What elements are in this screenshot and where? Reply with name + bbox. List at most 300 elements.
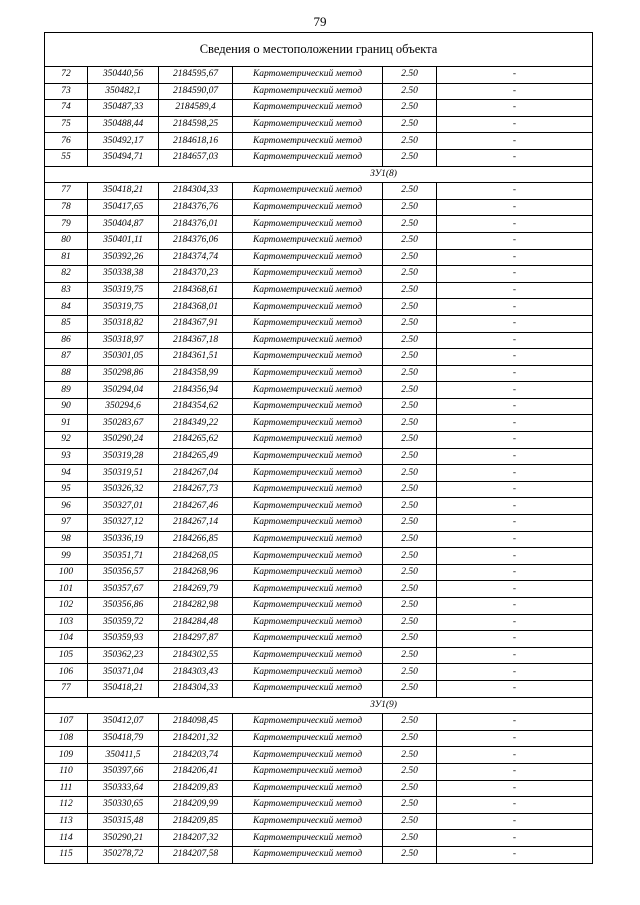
method-cell: Картометрический метод [233, 797, 383, 814]
accuracy-cell: 2.50 [383, 183, 437, 200]
x-coordinate-cell: 350298,86 [88, 365, 159, 382]
method-cell: Картометрический метод [233, 149, 383, 166]
table-row [45, 398, 593, 415]
accuracy-cell: 2.50 [383, 299, 437, 316]
note-cell: - [437, 299, 593, 316]
accuracy-cell: 2.50 [383, 282, 437, 299]
method-cell: Картометрический метод [233, 730, 383, 747]
note-cell: - [437, 780, 593, 797]
accuracy-cell: 2.50 [383, 365, 437, 382]
accuracy-cell: 2.50 [383, 149, 437, 166]
accuracy-cell: 2.50 [383, 714, 437, 731]
method-cell: Картометрический метод [233, 398, 383, 415]
method-cell: Картометрический метод [233, 664, 383, 681]
y-coordinate-cell: 2184282,98 [159, 598, 233, 615]
method-cell: Картометрический метод [233, 415, 383, 432]
note-cell: - [437, 382, 593, 399]
table-row [45, 598, 593, 615]
note-cell: - [437, 797, 593, 814]
y-coordinate-cell: 2184203,74 [159, 747, 233, 764]
method-cell: Картометрический метод [233, 83, 383, 100]
table-row [45, 100, 593, 117]
table-row [45, 614, 593, 631]
accuracy-cell: 2.50 [383, 564, 437, 581]
y-coordinate-cell: 2184367,91 [159, 315, 233, 332]
y-coordinate-cell: 2184590,07 [159, 83, 233, 100]
method-cell: Картометрический метод [233, 564, 383, 581]
method-cell: Картометрический метод [233, 531, 383, 548]
accuracy-cell: 2.50 [383, 664, 437, 681]
note-cell: - [437, 581, 593, 598]
y-coordinate-cell: 2184374,74 [159, 249, 233, 266]
y-coordinate-cell: 2184284,48 [159, 614, 233, 631]
y-coordinate-cell: 2184265,62 [159, 432, 233, 449]
x-coordinate-cell: 350492,17 [88, 133, 159, 150]
table-row [45, 133, 593, 150]
point-number-cell: 98 [45, 531, 88, 548]
note-cell: - [437, 813, 593, 830]
note-cell: - [437, 315, 593, 332]
point-number-cell: 89 [45, 382, 88, 399]
x-coordinate-cell: 350294,04 [88, 382, 159, 399]
y-coordinate-cell: 2184265,49 [159, 448, 233, 465]
note-cell: - [437, 498, 593, 515]
point-number-cell: 88 [45, 365, 88, 382]
note-cell: - [437, 332, 593, 349]
y-coordinate-cell: 2184266,85 [159, 531, 233, 548]
note-cell: - [437, 349, 593, 366]
point-number-cell: 74 [45, 100, 88, 117]
note-cell: - [437, 149, 593, 166]
table-title: Сведения о местоположении границ объекта [45, 33, 593, 67]
note-cell: - [437, 133, 593, 150]
x-coordinate-cell: 350418,79 [88, 730, 159, 747]
note-cell: - [437, 481, 593, 498]
method-cell: Картометрический метод [233, 830, 383, 847]
point-number-cell: 106 [45, 664, 88, 681]
y-coordinate-cell: 2184618,16 [159, 133, 233, 150]
method-cell: Картометрический метод [233, 315, 383, 332]
y-coordinate-cell: 2184358,99 [159, 365, 233, 382]
method-cell: Картометрический метод [233, 763, 383, 780]
x-coordinate-cell: 350487,33 [88, 100, 159, 117]
y-coordinate-cell: 2184376,76 [159, 199, 233, 216]
accuracy-cell: 2.50 [383, 813, 437, 830]
note-cell: - [437, 763, 593, 780]
note-cell: - [437, 531, 593, 548]
table-row [45, 282, 593, 299]
table-row [45, 647, 593, 664]
x-coordinate-cell: 350283,67 [88, 415, 159, 432]
method-cell: Картометрический метод [233, 349, 383, 366]
point-number-cell: 101 [45, 581, 88, 598]
accuracy-cell: 2.50 [383, 448, 437, 465]
method-cell: Картометрический метод [233, 548, 383, 565]
method-cell: Картометрический метод [233, 846, 383, 863]
accuracy-cell: 2.50 [383, 332, 437, 349]
y-coordinate-cell: 2184304,33 [159, 183, 233, 200]
table-row [45, 266, 593, 283]
section-row [45, 166, 593, 183]
method-cell: Картометрический метод [233, 631, 383, 648]
point-number-cell: 111 [45, 780, 88, 797]
accuracy-cell: 2.50 [383, 216, 437, 233]
accuracy-cell: 2.50 [383, 398, 437, 415]
x-coordinate-cell: 350336,19 [88, 531, 159, 548]
table-row [45, 83, 593, 100]
accuracy-cell: 2.50 [383, 780, 437, 797]
table-row [45, 432, 593, 449]
x-coordinate-cell: 350412,07 [88, 714, 159, 731]
point-number-cell: 85 [45, 315, 88, 332]
point-number-cell: 83 [45, 282, 88, 299]
method-cell: Картометрический метод [233, 581, 383, 598]
table-row [45, 116, 593, 133]
y-coordinate-cell: 2184368,61 [159, 282, 233, 299]
note-cell: - [437, 199, 593, 216]
y-coordinate-cell: 2184207,32 [159, 830, 233, 847]
x-coordinate-cell: 350417,65 [88, 199, 159, 216]
accuracy-cell: 2.50 [383, 680, 437, 697]
table-row [45, 249, 593, 266]
method-cell: Картометрический метод [233, 498, 383, 515]
note-cell: - [437, 183, 593, 200]
x-coordinate-cell: 350371,04 [88, 664, 159, 681]
y-coordinate-cell: 2184598,25 [159, 116, 233, 133]
point-number-cell: 78 [45, 199, 88, 216]
accuracy-cell: 2.50 [383, 382, 437, 399]
point-number-cell: 109 [45, 747, 88, 764]
x-coordinate-cell: 350404,87 [88, 216, 159, 233]
method-cell: Картометрический метод [233, 365, 383, 382]
note-cell: - [437, 846, 593, 863]
point-number-cell: 93 [45, 448, 88, 465]
page-number: 79 [313, 14, 327, 29]
accuracy-cell: 2.50 [383, 548, 437, 565]
note-cell: - [437, 714, 593, 731]
y-coordinate-cell: 2184269,79 [159, 581, 233, 598]
point-number-cell: 79 [45, 216, 88, 233]
table-row [45, 564, 593, 581]
method-cell: Картометрический метод [233, 448, 383, 465]
section-label: ЗУ1(9) [370, 699, 397, 710]
point-number-cell: 102 [45, 598, 88, 615]
point-number-cell: 100 [45, 564, 88, 581]
table-row [45, 299, 593, 316]
x-coordinate-cell: 350318,82 [88, 315, 159, 332]
accuracy-cell: 2.50 [383, 797, 437, 814]
accuracy-cell: 2.50 [383, 498, 437, 515]
point-number-cell: 77 [45, 183, 88, 200]
point-number-cell: 104 [45, 631, 88, 648]
table-row [45, 531, 593, 548]
note-cell: - [437, 415, 593, 432]
x-coordinate-cell: 350357,67 [88, 581, 159, 598]
note-cell: - [437, 747, 593, 764]
point-number-cell: 90 [45, 398, 88, 415]
note-cell: - [437, 465, 593, 482]
accuracy-cell: 2.50 [383, 415, 437, 432]
x-coordinate-cell: 350488,44 [88, 116, 159, 133]
table-row [45, 830, 593, 847]
point-number-cell: 108 [45, 730, 88, 747]
table-row [45, 415, 593, 432]
method-cell: Картометрический метод [233, 199, 383, 216]
x-coordinate-cell: 350326,32 [88, 481, 159, 498]
x-coordinate-cell: 350338,38 [88, 266, 159, 283]
note-cell: - [437, 548, 593, 565]
accuracy-cell: 2.50 [383, 647, 437, 664]
note-cell: - [437, 432, 593, 449]
point-number-cell: 87 [45, 349, 88, 366]
note-cell: - [437, 515, 593, 532]
note-cell: - [437, 830, 593, 847]
y-coordinate-cell: 2184595,67 [159, 67, 233, 84]
point-number-cell: 110 [45, 763, 88, 780]
point-number-cell: 103 [45, 614, 88, 631]
note-cell: - [437, 564, 593, 581]
point-number-cell: 81 [45, 249, 88, 266]
x-coordinate-cell: 350356,86 [88, 598, 159, 615]
table-row [45, 680, 593, 697]
table-row [45, 846, 593, 863]
method-cell: Картометрический метод [233, 133, 383, 150]
y-coordinate-cell: 2184354,62 [159, 398, 233, 415]
table-row [45, 365, 593, 382]
method-cell: Картометрический метод [233, 266, 383, 283]
accuracy-cell: 2.50 [383, 315, 437, 332]
table-row [45, 465, 593, 482]
y-coordinate-cell: 2184268,96 [159, 564, 233, 581]
y-coordinate-cell: 2184376,06 [159, 232, 233, 249]
x-coordinate-cell: 350315,48 [88, 813, 159, 830]
method-cell: Картометрический метод [233, 382, 383, 399]
method-cell: Картометрический метод [233, 432, 383, 449]
point-number-cell: 76 [45, 133, 88, 150]
x-coordinate-cell: 350290,21 [88, 830, 159, 847]
accuracy-cell: 2.50 [383, 481, 437, 498]
accuracy-cell: 2.50 [383, 830, 437, 847]
y-coordinate-cell: 2184297,87 [159, 631, 233, 648]
table-row [45, 813, 593, 830]
table-title-row [45, 33, 593, 67]
y-coordinate-cell: 2184201,32 [159, 730, 233, 747]
table-row [45, 315, 593, 332]
y-coordinate-cell: 2184209,85 [159, 813, 233, 830]
table-row [45, 714, 593, 731]
table-row [45, 730, 593, 747]
x-coordinate-cell: 350319,28 [88, 448, 159, 465]
point-number-cell: 99 [45, 548, 88, 565]
table-row [45, 498, 593, 515]
accuracy-cell: 2.50 [383, 614, 437, 631]
method-cell: Картометрический метод [233, 332, 383, 349]
point-number-cell: 84 [45, 299, 88, 316]
point-number-cell: 114 [45, 830, 88, 847]
point-number-cell: 55 [45, 149, 88, 166]
table-row [45, 664, 593, 681]
y-coordinate-cell: 2184657,03 [159, 149, 233, 166]
point-number-cell: 80 [45, 232, 88, 249]
note-cell: - [437, 249, 593, 266]
table-row [45, 747, 593, 764]
method-cell: Картометрический метод [233, 780, 383, 797]
x-coordinate-cell: 350440,56 [88, 67, 159, 84]
table-row [45, 183, 593, 200]
note-cell: - [437, 598, 593, 615]
point-number-cell: 86 [45, 332, 88, 349]
accuracy-cell: 2.50 [383, 266, 437, 283]
method-cell: Картометрический метод [233, 813, 383, 830]
section-row [45, 697, 593, 714]
table-row [45, 481, 593, 498]
note-cell: - [437, 680, 593, 697]
table-body [45, 33, 593, 864]
x-coordinate-cell: 350327,01 [88, 498, 159, 515]
y-coordinate-cell: 2184304,33 [159, 680, 233, 697]
table-row [45, 797, 593, 814]
point-number-cell: 94 [45, 465, 88, 482]
accuracy-cell: 2.50 [383, 349, 437, 366]
accuracy-cell: 2.50 [383, 515, 437, 532]
method-cell: Картометрический метод [233, 598, 383, 615]
method-cell: Картометрический метод [233, 515, 383, 532]
x-coordinate-cell: 350319,75 [88, 282, 159, 299]
method-cell: Картометрический метод [233, 714, 383, 731]
note-cell: - [437, 100, 593, 117]
method-cell: Картометрический метод [233, 465, 383, 482]
y-coordinate-cell: 2184302,55 [159, 647, 233, 664]
y-coordinate-cell: 2184361,51 [159, 349, 233, 366]
x-coordinate-cell: 350418,21 [88, 183, 159, 200]
x-coordinate-cell: 350301,05 [88, 349, 159, 366]
accuracy-cell: 2.50 [383, 67, 437, 84]
table-row [45, 349, 593, 366]
accuracy-cell: 2.50 [383, 846, 437, 863]
x-coordinate-cell: 350278,72 [88, 846, 159, 863]
y-coordinate-cell: 2184267,46 [159, 498, 233, 515]
accuracy-cell: 2.50 [383, 100, 437, 117]
point-number-cell: 96 [45, 498, 88, 515]
accuracy-cell: 2.50 [383, 249, 437, 266]
y-coordinate-cell: 2184349,22 [159, 415, 233, 432]
x-coordinate-cell: 350411,5 [88, 747, 159, 764]
point-number-cell: 115 [45, 846, 88, 863]
point-number-cell: 113 [45, 813, 88, 830]
table-row [45, 67, 593, 84]
point-number-cell: 97 [45, 515, 88, 532]
note-cell: - [437, 116, 593, 133]
point-number-cell: 95 [45, 481, 88, 498]
point-number-cell: 72 [45, 67, 88, 84]
note-cell: - [437, 631, 593, 648]
y-coordinate-cell: 2184267,04 [159, 465, 233, 482]
y-coordinate-cell: 2184589,4 [159, 100, 233, 117]
y-coordinate-cell: 2184356,94 [159, 382, 233, 399]
y-coordinate-cell: 2184370,23 [159, 266, 233, 283]
point-number-cell: 91 [45, 415, 88, 432]
x-coordinate-cell: 350319,75 [88, 299, 159, 316]
method-cell: Картометрический метод [233, 282, 383, 299]
table-row [45, 448, 593, 465]
accuracy-cell: 2.50 [383, 465, 437, 482]
accuracy-cell: 2.50 [383, 763, 437, 780]
method-cell: Картометрический метод [233, 614, 383, 631]
table-row [45, 581, 593, 598]
y-coordinate-cell: 2184303,43 [159, 664, 233, 681]
accuracy-cell: 2.50 [383, 730, 437, 747]
point-number-cell: 92 [45, 432, 88, 449]
point-number-cell: 73 [45, 83, 88, 100]
point-number-cell: 77 [45, 680, 88, 697]
table-row [45, 332, 593, 349]
y-coordinate-cell: 2184209,83 [159, 780, 233, 797]
table-row [45, 548, 593, 565]
method-cell: Картометрический метод [233, 747, 383, 764]
accuracy-cell: 2.50 [383, 631, 437, 648]
x-coordinate-cell: 350397,66 [88, 763, 159, 780]
x-coordinate-cell: 350392,26 [88, 249, 159, 266]
x-coordinate-cell: 350494,71 [88, 149, 159, 166]
table-row [45, 232, 593, 249]
y-coordinate-cell: 2184376,01 [159, 216, 233, 233]
method-cell: Картометрический метод [233, 680, 383, 697]
table-row [45, 515, 593, 532]
point-number-cell: 107 [45, 714, 88, 731]
note-cell: - [437, 282, 593, 299]
x-coordinate-cell: 350418,21 [88, 680, 159, 697]
section-label: ЗУ1(8) [370, 168, 397, 179]
note-cell: - [437, 232, 593, 249]
x-coordinate-cell: 350356,57 [88, 564, 159, 581]
point-number-cell: 82 [45, 266, 88, 283]
x-coordinate-cell: 350359,72 [88, 614, 159, 631]
x-coordinate-cell: 350330,65 [88, 797, 159, 814]
accuracy-cell: 2.50 [383, 232, 437, 249]
note-cell: - [437, 614, 593, 631]
note-cell: - [437, 365, 593, 382]
note-cell: - [437, 398, 593, 415]
y-coordinate-cell: 2184206,41 [159, 763, 233, 780]
x-coordinate-cell: 350401,11 [88, 232, 159, 249]
y-coordinate-cell: 2184268,05 [159, 548, 233, 565]
accuracy-cell: 2.50 [383, 199, 437, 216]
method-cell: Картометрический метод [233, 232, 383, 249]
method-cell: Картометрический метод [233, 100, 383, 117]
accuracy-cell: 2.50 [383, 83, 437, 100]
point-number-cell: 112 [45, 797, 88, 814]
x-coordinate-cell: 350351,71 [88, 548, 159, 565]
method-cell: Картометрический метод [233, 647, 383, 664]
x-coordinate-cell: 350319,51 [88, 465, 159, 482]
point-number-cell: 75 [45, 116, 88, 133]
point-number-cell: 105 [45, 647, 88, 664]
accuracy-cell: 2.50 [383, 116, 437, 133]
table-row [45, 631, 593, 648]
x-coordinate-cell: 350359,93 [88, 631, 159, 648]
method-cell: Картометрический метод [233, 299, 383, 316]
section-label-cell [45, 166, 593, 183]
note-cell: - [437, 448, 593, 465]
note-cell: - [437, 216, 593, 233]
accuracy-cell: 2.50 [383, 531, 437, 548]
coordinates-table [44, 32, 593, 864]
method-cell: Картометрический метод [233, 249, 383, 266]
y-coordinate-cell: 2184209,99 [159, 797, 233, 814]
method-cell: Картометрический метод [233, 216, 383, 233]
method-cell: Картометрический метод [233, 183, 383, 200]
note-cell: - [437, 730, 593, 747]
